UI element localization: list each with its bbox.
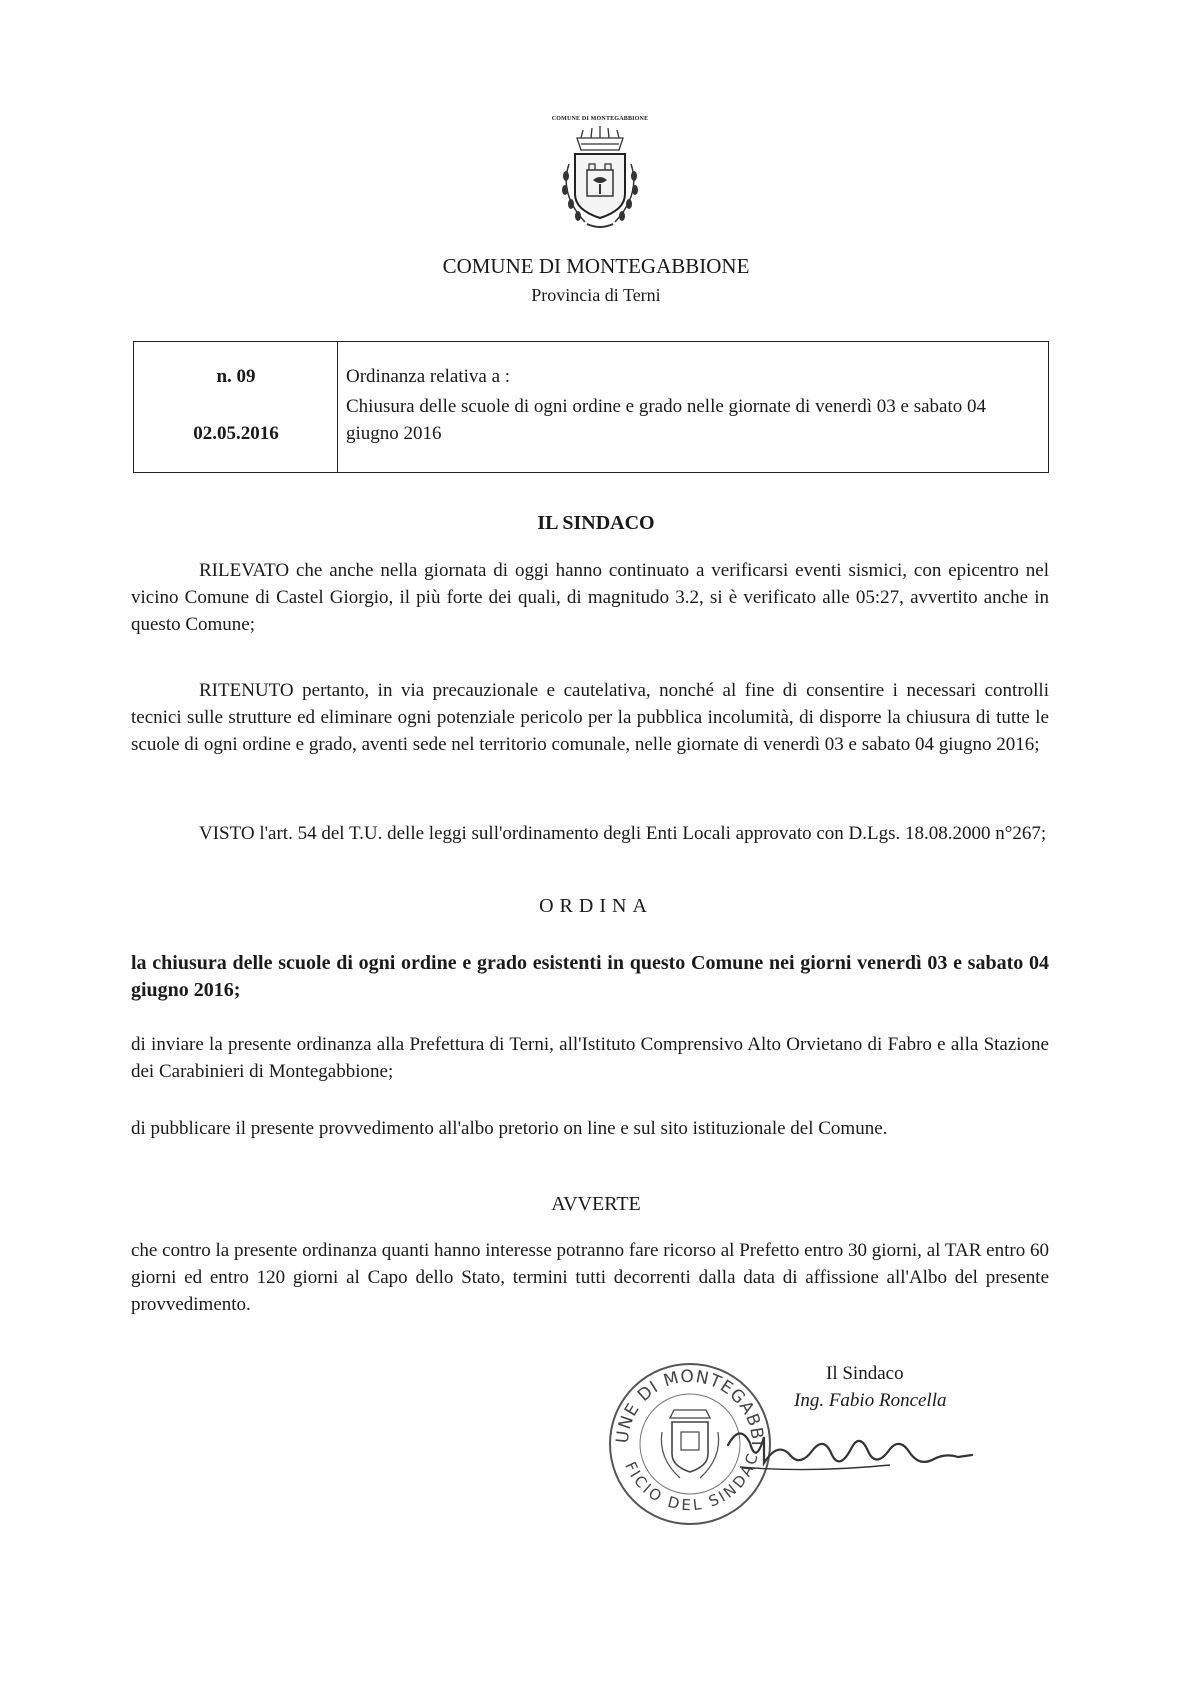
- inviare-paragraph: di inviare la presente ordinanza alla Prefettura di Terni, all'Istituto Comprensivo Alto Orvietano di Fabro e alla Stazione dei Carabinieri di Montegabbione;: [131, 1034, 1049, 1082]
- handwritten-signature: [720, 1415, 980, 1485]
- reference-left-cell: [134, 342, 338, 472]
- ordinance-number: n. 09: [216, 366, 256, 387]
- avverte-paragraph: che contro la presente ordinanza quanti hanno interesse potranno fare ricorso al Prefetto entro 30 giorni, al TAR entro 60 giorni ed entro 120 giorni al Capo dello Stato, termini tutti decorrenti dalla data di affissione all'Albo del presente provvedimento.: [131, 1240, 1049, 1315]
- logo-caption: COMUNE DI MONTEGABBIONE: [551, 116, 649, 122]
- ordinance-reference-table: [133, 341, 1049, 473]
- stamp-text-bottom: FICIO DEL SINDAC: [621, 1450, 762, 1515]
- municipality-name: COMUNE DI MONTEGABBIONE: [442, 254, 750, 278]
- rilevato-paragraph: RILEVATO che anche nella giornata di oggi hanno continuato a verificarsi eventi sismici, con epicentro nel vicino Comune di Castel Giorgio, il più forte dei quali, di magnitudo 3.2, si è verificato alle 05:27, avvertito anche in questo Comune;: [131, 560, 1049, 635]
- ordina-heading: ORDINA: [539, 895, 653, 917]
- avverte-heading: AVVERTE: [551, 1193, 641, 1215]
- ordinance-subject: Chiusura delle scuole di ogni ordine e grado nelle giornate di venerdì 03 e sabato 04 giugno 2016: [346, 396, 987, 444]
- coat-of-arms-logo: [545, 114, 655, 236]
- signatory-name: Ing. Fabio Roncella: [794, 1390, 947, 1411]
- province-name: Provincia di Terni: [531, 285, 661, 305]
- ritenuto-paragraph: RITENUTO pertanto, in via precauzionale e cautelativa, nonché al fine di consentire i necessari controlli tecnici sulle strutture ed eliminare ogni potenziale pericolo per la pubblica incolumità, di disporre la chiusura di tutte le scuole di ogni ordine e grado, aventi sede nel territorio comunale, nelle giornate di venerdì 03 e sabato 04 giugno 2016;: [131, 680, 1049, 755]
- signature-title: Il Sindaco: [826, 1363, 904, 1384]
- authority-heading: IL SINDACO: [537, 512, 655, 534]
- ordina-main-paragraph: la chiusura delle scuole di ogni ordine e grado esistenti in questo Comune nei giorni venerdì 03 e sabato 04 giugno 2016;: [131, 952, 1049, 1001]
- stamp-text-top: UNE DI MONTEGABBI: [612, 1366, 768, 1447]
- visto-paragraph: VISTO l'art. 54 del T.U. delle leggi sull'ordinamento degli Enti Locali approvato con D.Lgs. 18.08.2000 n°267;: [199, 823, 1047, 844]
- ordinance-label: Ordinanza relativa a :: [346, 366, 511, 387]
- pubblicare-paragraph: di pubblicare il presente provvedimento all'albo pretorio on line e sul sito istituzionale del Comune.: [131, 1118, 888, 1139]
- ordinance-date: 02.05.2016: [193, 423, 279, 444]
